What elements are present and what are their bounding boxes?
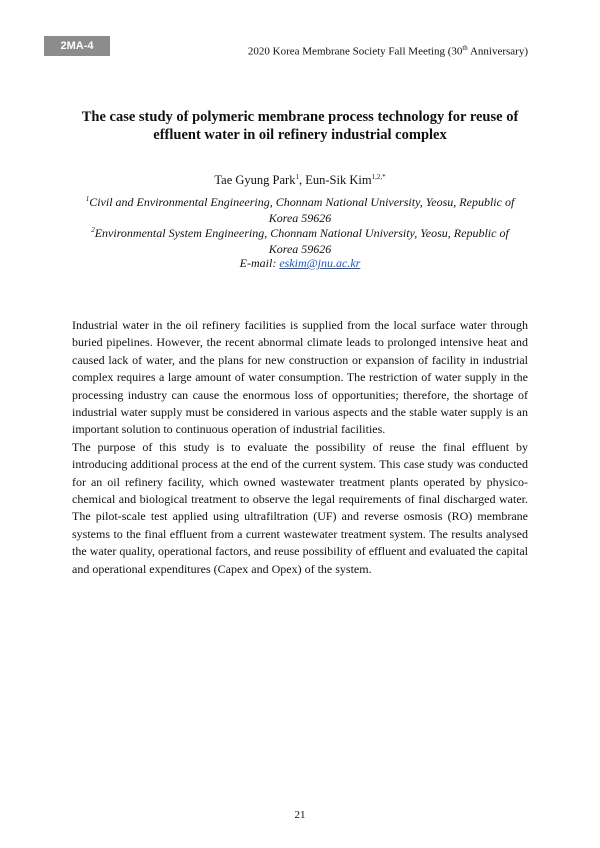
author-affiliation-mark: 1 — [295, 173, 299, 181]
conference-superscript: th — [462, 44, 468, 52]
affiliation-text: Environmental System Engineering, Chonnam National University, Yeosu, Republic of Korea 59626 — [94, 226, 509, 256]
conference-header — [248, 41, 528, 59]
email-link[interactable]: eskim@jnu.ac.kr — [279, 256, 361, 270]
contact-email — [72, 255, 528, 271]
abstract-body — [72, 317, 528, 578]
affiliation-mark: 2 — [91, 226, 95, 234]
author-affiliation-mark: 1,2,* — [371, 173, 386, 181]
email-label: E-mail: — [239, 256, 280, 270]
session-tag: 2MA-4 — [44, 36, 110, 56]
author-name: Tae Gyung Park — [214, 173, 296, 188]
abstract-paragraph: Industrial water in the oil refinery facilities is supplied from the local surface water through buried pipelines. However, the recent abnormal climate leads to prolonged intensive heat and caused lack of water, and the plans for new construction or expansion of facility in industrial complex requires a large amount of water consumption. The restriction of water supply in the processing industry can cause the enormous loss of opportunities; therefore, the shortage of industrial water supply must be considered in various aspects and the stable water supply is an important solution to continuous operation of industrial facilities. — [72, 318, 528, 437]
author-separator: , — [298, 173, 306, 188]
author-list — [72, 169, 528, 188]
affiliation-mark: 1 — [85, 195, 90, 203]
affiliation-2 — [82, 222, 518, 257]
author-name: Eun-Sik Kim — [305, 173, 372, 188]
paper-title: The case study of polymeric membrane process technology for reuse of effluent water in oil refinery industrial complex — [81, 109, 519, 143]
conference-text-end: Anniversary) — [467, 45, 528, 58]
page-number: 21 — [294, 809, 306, 821]
affiliation-1 — [82, 191, 518, 226]
abstract-paragraph: The purpose of this study is to evaluate the possibility of reuse the final effluent by introducing additional process at the end of the current system. This case study was conducted for an oil refinery facility, which owned wastewater treatment plants operated by physico-chemical and biological treatment to observe the legal requirements of final discharged water. The pilot-scale test applied using ultrafiltration (UF) and reverse osmosis (RO) membrane systems to the final effluent from a current wastewater treatment system. The results analysed the water quality, operational factors, and reuse possibility of effluent and evaluated the capital and operational expenditures (Capex and Opex) of the system. — [72, 439, 528, 576]
affiliation-text: Civil and Environmental Engineering, Chonnam National University, Yeosu, Republic of Korea 59626 — [89, 195, 515, 225]
conference-text: 2020 Korea Membrane Society Fall Meeting (30 — [247, 45, 463, 58]
